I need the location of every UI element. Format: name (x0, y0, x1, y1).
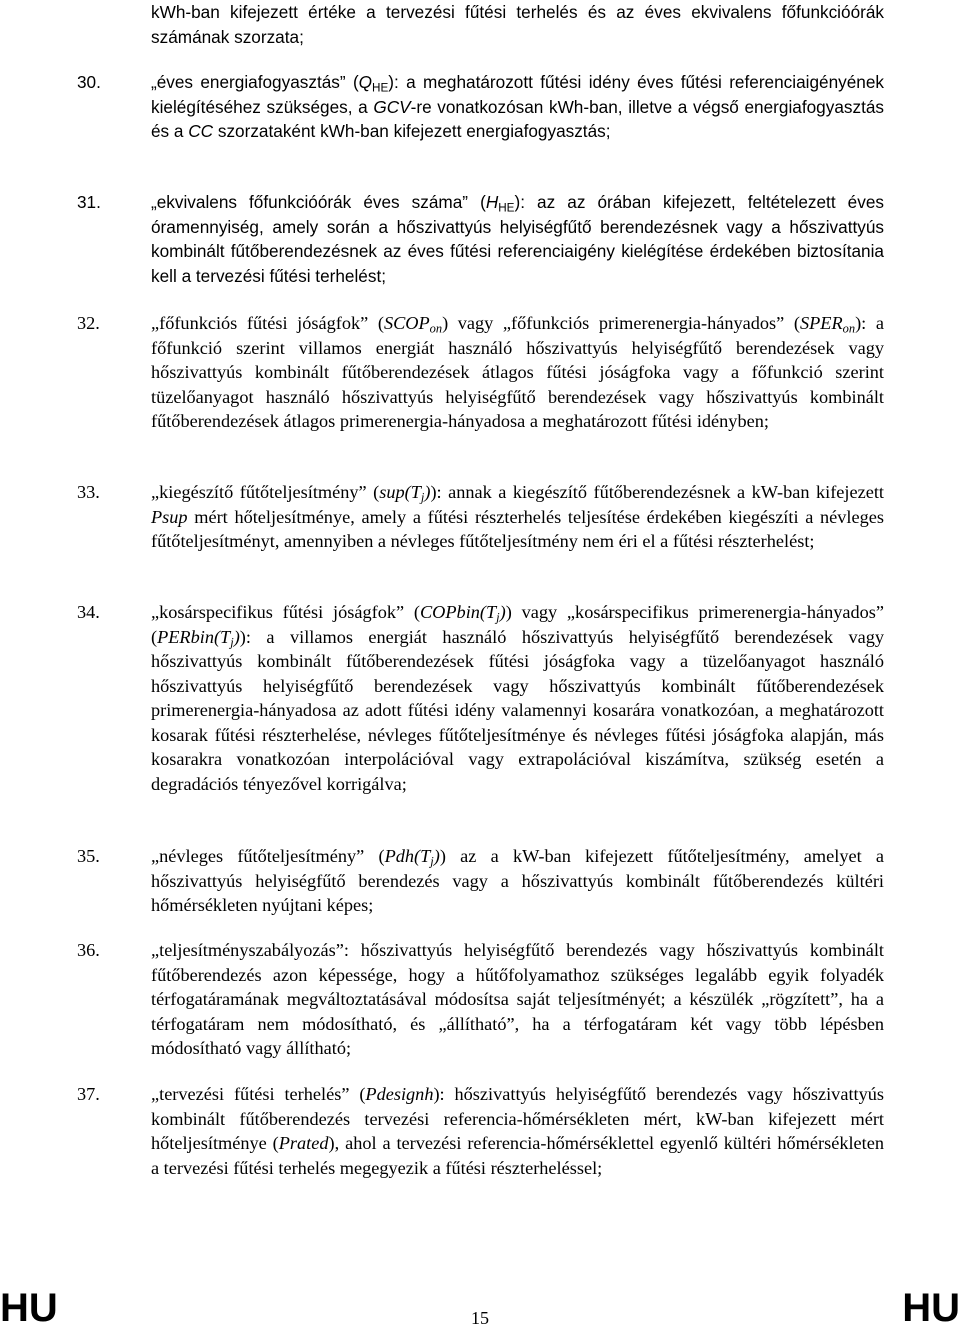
item-number: 30. (77, 72, 101, 92)
symbol-pdh: Pdh(T (384, 846, 431, 866)
symbol-psup: Psup (151, 506, 188, 527)
symbol-q: Q (358, 72, 373, 92)
list-item-36 (77, 938, 884, 1061)
symbol-prated: Prated (278, 1133, 329, 1153)
footer-language-left: HU (0, 1286, 58, 1330)
symbol-copbin: COPbin(T (419, 602, 497, 622)
item-text: kWh-ban kifejezett értéke a tervezési fűtési terhelés és az éves ekvivalens főfunkcióórák számának szorzata; (151, 2, 884, 47)
list-item-30: 30. „éves energiafogyasztás” $(Q_{HE})$: a meghatározott fűtési idény éves fűtési referenciaigényének kielégítéséhez szükséges, a GCV-re vonatkozósan kWh-ban, illetve a végső energiafogyasztás és a CC szorzataként kWh-ban kifejezett energiafogyasztás; (77, 72, 884, 141)
symbol-pdesignh: Pdesignh (365, 1084, 434, 1104)
symbol-sup: sup(T (379, 482, 421, 502)
list-item-33: 33. „kiegészítő fűtőteljesítmény” $(sup(T_j))$: annak a kiegészítő fűtőberendezésnek a kW-ban kifejezett Psup mért hőteljesítménye, amely a fűtési részterhelés teljesítése érdekében kiegészíti a névleges fűtőteljesítményt, amennyiben a névleges fűtőteljesítmény nem éri el a fűtési részterhelést; (77, 482, 885, 551)
list-item-35: 35. „névleges fűtőteljesítmény” $(Pdh(T_j))$ az a kW-ban kifejezett fűtőteljesítmény, amelyet a hőszivattyús helyiségfűtő berendezés vagy a hőszivattyús kombinált fűtőberendezés kültéri hőmérsékleten nyújtani képes; (77, 846, 885, 915)
footer-language-right: HU (902, 1286, 960, 1330)
item-number: 37. (77, 1084, 100, 1104)
list-item-continuation (151, 0, 884, 49)
item-number: 32. (77, 313, 100, 333)
symbol-h: H (485, 192, 499, 212)
symbol-cc: CC (188, 121, 214, 141)
item-number: 31. (77, 192, 101, 212)
item-number: 33. (77, 482, 100, 502)
symbol-gcv: GCV (373, 96, 411, 117)
item-number: 35. (77, 846, 100, 866)
symbol-sper: SPER (800, 313, 843, 333)
item-number: 36. (77, 940, 100, 960)
list-item-31: 31. „ekvivalens főfunkcióórák éves száma” $(H_{HE})$: az az órában kifejezett, feltételezett éves óramennyiség, amely során a hőszivattyús helyiségfűtő berendezésnek vagy a hőszivattyús kombinált fűtőberendezésnek az éves fűtési referenciaigény kielégítése érdekében biztosítania kell a tervezési fűtési terhelést; (77, 192, 884, 286)
page-number: 15 (471, 1308, 489, 1328)
symbol-perbin: PERbin(T (157, 626, 231, 647)
list-item-37: 37. „tervezési fűtési terhelés” (Pdesignh): hőszivattyús helyiségfűtő berendezés vagy hőszivattyús kombinált fűtőberendezés tervezési referencia-hőmérsékleten mért, kW-ban kifejezett mért hőteljesítménye (Prated), ahol a tervezési referencia-hőmérséklettel egyenlő kültéri hőmérsékleten a tervezési fűtési terhelés megegyezik a fűtési részterheléssel; (77, 1084, 884, 1178)
item-text: „teljesítményszabályozás”: hőszivattyús helyiségfűtő berendezés vagy hőszivattyús kombinált fűtőberendezés azon képessége, hogy a hűtőfolyamathoz szükséges legalább egyik folyadék térfogatáramának megváltoztatásával módosítsa saját teljesítményét; a készülék „rögzített”, ha a térfogatáram nem módosítható, és „állítható”, ha a térfogatáram két vagy több lépésben módosítható vagy állítható; (151, 940, 884, 1058)
list-item-34: 34. „kosárspecifikus fűtési jóságfok” $(COPbin(T_j))$ vagy „kosárspecifikus primerenergia-hányados” $(PERbin(T_j))$: a villamos energiát használó hőszivattyús helyiségfűtő berendezések vagy hőszivattyús kombinált fűtőberendezések fűtési jóságfoka vagy a tüzelőanyagot használó hőszivattyús helyiségfűtő berendezések vagy hőszivattyús kombinált fűtőberendezések primerenergia-hányadosa az adott fűtési idény valamennyi kosarára vonatkozóan, a meghatározott kosarak fűtési részterhelése, névleges fűtőteljesítménye és névleges fűtési jóságfoka alapján, más kosarakra vonatkozóan interpolációval vagy extrapolációval kiszámítva, szükség esetén a degradációs tényezővel korrigálva; (77, 602, 884, 794)
item-number: 34. (77, 602, 100, 622)
symbol-scop: SCOP (383, 313, 430, 333)
list-item-32: 32. „főfunkciós fűtési jóságfok” $(SCOP_{on})$ vagy „főfunkciós primerenergia-hányados” $(SPER_{on})$: a főfunkció szerint villamos energiát használó hőszivattyús helyiségfűtő berendezések vagy hőszivattyús kombinált fűtőberendezések átlagos fűtési jóságfoka vagy a főfunkció szerint tüzelőanyagot használó hőszivattyús helyiségfűtő berendezések vagy hőszivattyús kombinált fűtőberendezések átlagos primerenergia-hányadosa a meghatározott fűtési idényben; (77, 313, 884, 431)
